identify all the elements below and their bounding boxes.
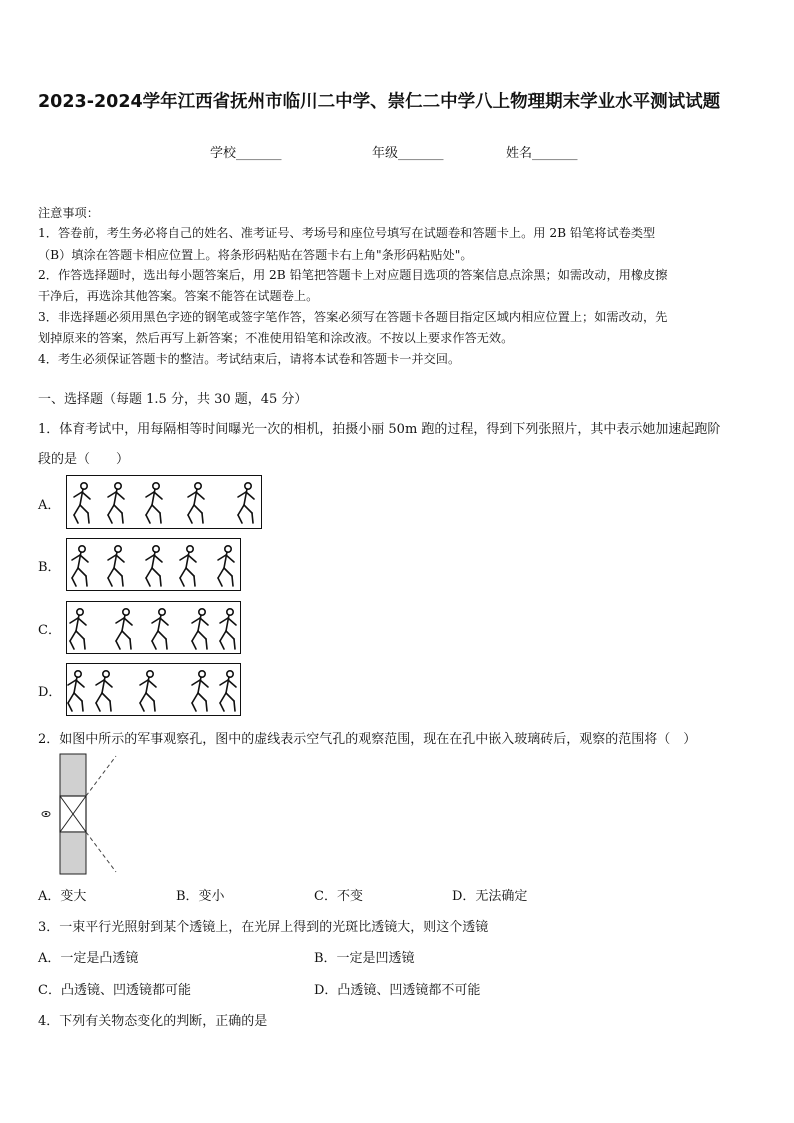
q4-stem: 4．下列有关物态变化的判断，正确的是 xyxy=(38,1014,268,1029)
runner-d-4 xyxy=(192,671,208,711)
runner-c-1 xyxy=(70,609,86,649)
runner-c-2 xyxy=(116,609,132,649)
grade-field: 年级_______ xyxy=(372,146,444,161)
q1-option-b-label: B． xyxy=(38,560,61,575)
q1-stem-line-2: 段的是（ ） xyxy=(38,452,130,467)
notes-line-5: 3．非选择题必须用黑色字迹的钢笔或签字笔作答，答案必须写在答题卡各题目指定区域内相应位置上；如需改动，先 xyxy=(38,310,668,324)
q2-option-a: A．变大 xyxy=(38,889,87,904)
school-field: 学校_______ xyxy=(210,146,282,161)
page-title: 2023-2024学年江西省抚州市临川二中学、崇仁二中学八上物理期末学业水平测试试题 xyxy=(38,92,721,112)
q3-option-d: D．凸透镜、凹透镜都不可能 xyxy=(314,983,481,998)
runner-b-3 xyxy=(146,546,162,586)
wall-upper xyxy=(60,754,86,796)
runner-d-5 xyxy=(220,671,236,711)
notes-line-4: 干净后，再选涂其他答案。答案不能答在试题卷上。 xyxy=(38,289,319,303)
wall-lower xyxy=(60,832,86,874)
runner-b-4 xyxy=(180,546,196,586)
name-field: 姓名_______ xyxy=(506,146,578,161)
q3-option-b: B．一定是凹透镜 xyxy=(314,951,415,966)
eye-icon xyxy=(42,812,50,817)
runner-b-5 xyxy=(218,546,234,586)
notes-line-1: 1．答卷前，考生务必将自己的姓名、准考证号、考场号和座位号填写在试题卷和答题卡上。用 2B 铅笔将试卷类型 xyxy=(38,226,656,240)
runner-c-4 xyxy=(192,609,208,649)
runner-d-2 xyxy=(96,671,112,711)
q1-option-d-label: D． xyxy=(38,685,62,700)
q2-option-c: C．不变 xyxy=(314,889,363,904)
q1-stem-line-1: 1．体育考试中，用每隔相等时间曝光一次的相机，拍摄小丽 50m 跑的过程，得到下列张照片，其中表示她加速起跑阶 xyxy=(38,422,721,437)
notes-line-7: 4．考生必须保证答题卡的整洁。考试结束后，请将本试卷和答题卡一并交回。 xyxy=(38,352,461,366)
notes-heading: 注意事项： xyxy=(38,206,99,220)
q1-option-c-label: C． xyxy=(38,623,61,638)
view-range-lower xyxy=(86,832,116,872)
runner-c-3 xyxy=(152,609,168,649)
runner-d-3 xyxy=(140,671,156,711)
runner-b-1 xyxy=(72,546,88,586)
q3-option-a: A．一定是凸透镜 xyxy=(38,951,139,966)
runner-c-5 xyxy=(220,609,236,649)
section-heading: 一、选择题（每题 1.5 分，共 30 题，45 分） xyxy=(38,392,308,407)
notes-line-6: 划掉原来的答案，然后再写上新答案；不准使用铅笔和涂改液。不按以上要求作答无效。 xyxy=(38,331,514,345)
runner-a-3 xyxy=(146,483,162,523)
notes-line-2: （B）填涂在答题卡相应位置上。将条形码粘贴在答题卡右上角"条形码粘贴处"。 xyxy=(38,248,473,262)
runner-a-1 xyxy=(74,483,90,523)
q2-stem: 2．如图中所示的军事观察孔，图中的虚线表示空气孔的观察范围，现在在孔中嵌入玻璃砖后，观察的范围将（ ） xyxy=(38,732,697,747)
q3-option-c: C．凸透镜、凹透镜都可能 xyxy=(38,983,191,998)
runner-a-2 xyxy=(108,483,124,523)
view-range-upper xyxy=(86,756,116,796)
q3-stem: 3．一束平行光照射到某个透镜上，在光屏上得到的光斑比透镜大，则这个透镜 xyxy=(38,920,489,935)
runner-a-5 xyxy=(238,483,254,523)
q1-option-a-label: A． xyxy=(38,498,61,513)
notes-line-3: 2．作答选择题时，选出每小题答案后，用 2B 铅笔把答题卡上对应题目选项的答案信息点涂黑；如需改动，用橡皮擦 xyxy=(38,268,668,282)
observation-hole-diagram xyxy=(36,752,126,878)
runner-a-4 xyxy=(188,483,204,523)
runner-b-2 xyxy=(108,546,124,586)
runner-d-1 xyxy=(68,671,84,711)
q2-option-b: B．变小 xyxy=(176,889,225,904)
q2-option-d: D．无法确定 xyxy=(452,889,528,904)
